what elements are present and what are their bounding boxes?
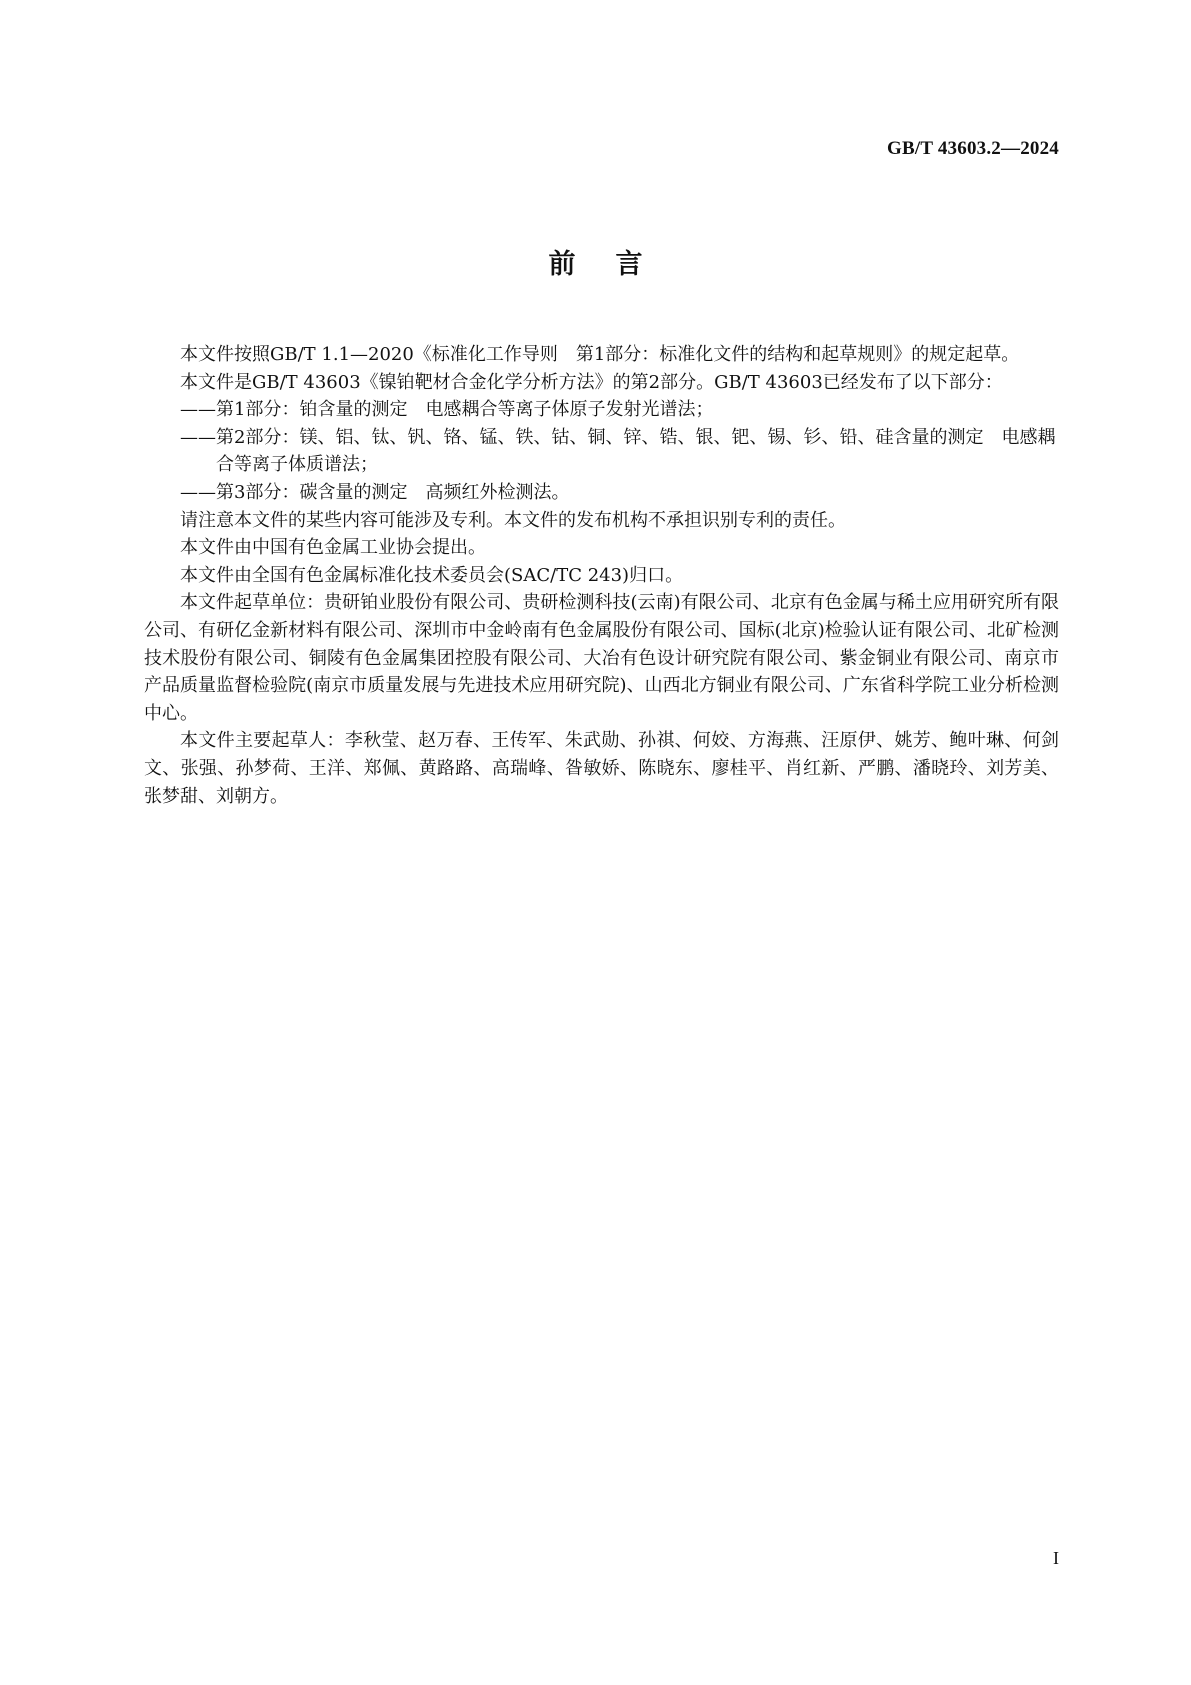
paragraph-series-intro: 本文件是GB/T 43603《镍铂靶材合金化学分析方法》的第2部分。GB/T 43603已经发布了以下部分： <box>180 371 1003 393</box>
list-item-part1: ——第1部分：铂含量的测定 电感耦合等离子体原子发射光谱法； <box>180 399 714 421</box>
list-item-part2: ——第2部分：镁、铝、钛、钒、铬、锰、铁、钴、铜、锌、锆、银、钯、锡、钐、铅、硅含量的测定 电感耦合等离子体质谱法； <box>180 426 1056 476</box>
paragraph-drafting-rules: 本文件按照GB/T 1.1—2020《标准化工作导则 第1部分：标准化文件的结构和起草规则》的规定起草。 <box>180 344 1020 365</box>
standard-code: GB/T 43603.2—2024 <box>887 138 1059 159</box>
paragraph-drafting-units: 本文件起草单位：贵研铂业股份有限公司、贵研检测科技(云南)有限公司、北京有色金属与稀土应用研究所有限公司、有研亿金新材料有限公司、深圳市中金岭南有色金属股份有限公司、国标(北京)检验认证有限公司、北矿检测技术股份有限公司、铜陵有色金属集团控股有限公司、大冶有色设计研究院有限公司、紫金铜业有限公司、南京市产品质量监督检验院(南京市质量发展与先进技术应用研究院)、山西北方铜业有限公司、广东省科学院工业分析检测中心。 <box>144 592 1059 724</box>
page-number: I <box>1053 1548 1059 1568</box>
document-body <box>144 341 1059 810</box>
paragraph-proposer: 本文件由中国有色金属工业协会提出。 <box>180 537 486 559</box>
page-title: 前言 <box>548 249 683 280</box>
paragraph-drafters: 本文件主要起草人：李秋莹、赵万春、王传军、朱武勋、孙祺、何姣、方海燕、汪原伊、姚芳、鲍叶琳、何剑文、张强、孙梦荷、王洋、郑佩、黄路路、高瑞峰、昝敏娇、陈晓东、廖桂平、肖红新、严鹏、潘晓玲、刘芳美、张梦甜、刘朝方。 <box>144 730 1059 807</box>
list-item-part3: ——第3部分：碳含量的测定 高频红外检测法。 <box>180 481 570 503</box>
paragraph-committee: 本文件由全国有色金属标准化技术委员会(SAC/TC 243)归口。 <box>180 564 684 586</box>
paragraph-patent-notice: 请注意本文件的某些内容可能涉及专利。本文件的发布机构不承担识别专利的责任。 <box>180 509 846 531</box>
